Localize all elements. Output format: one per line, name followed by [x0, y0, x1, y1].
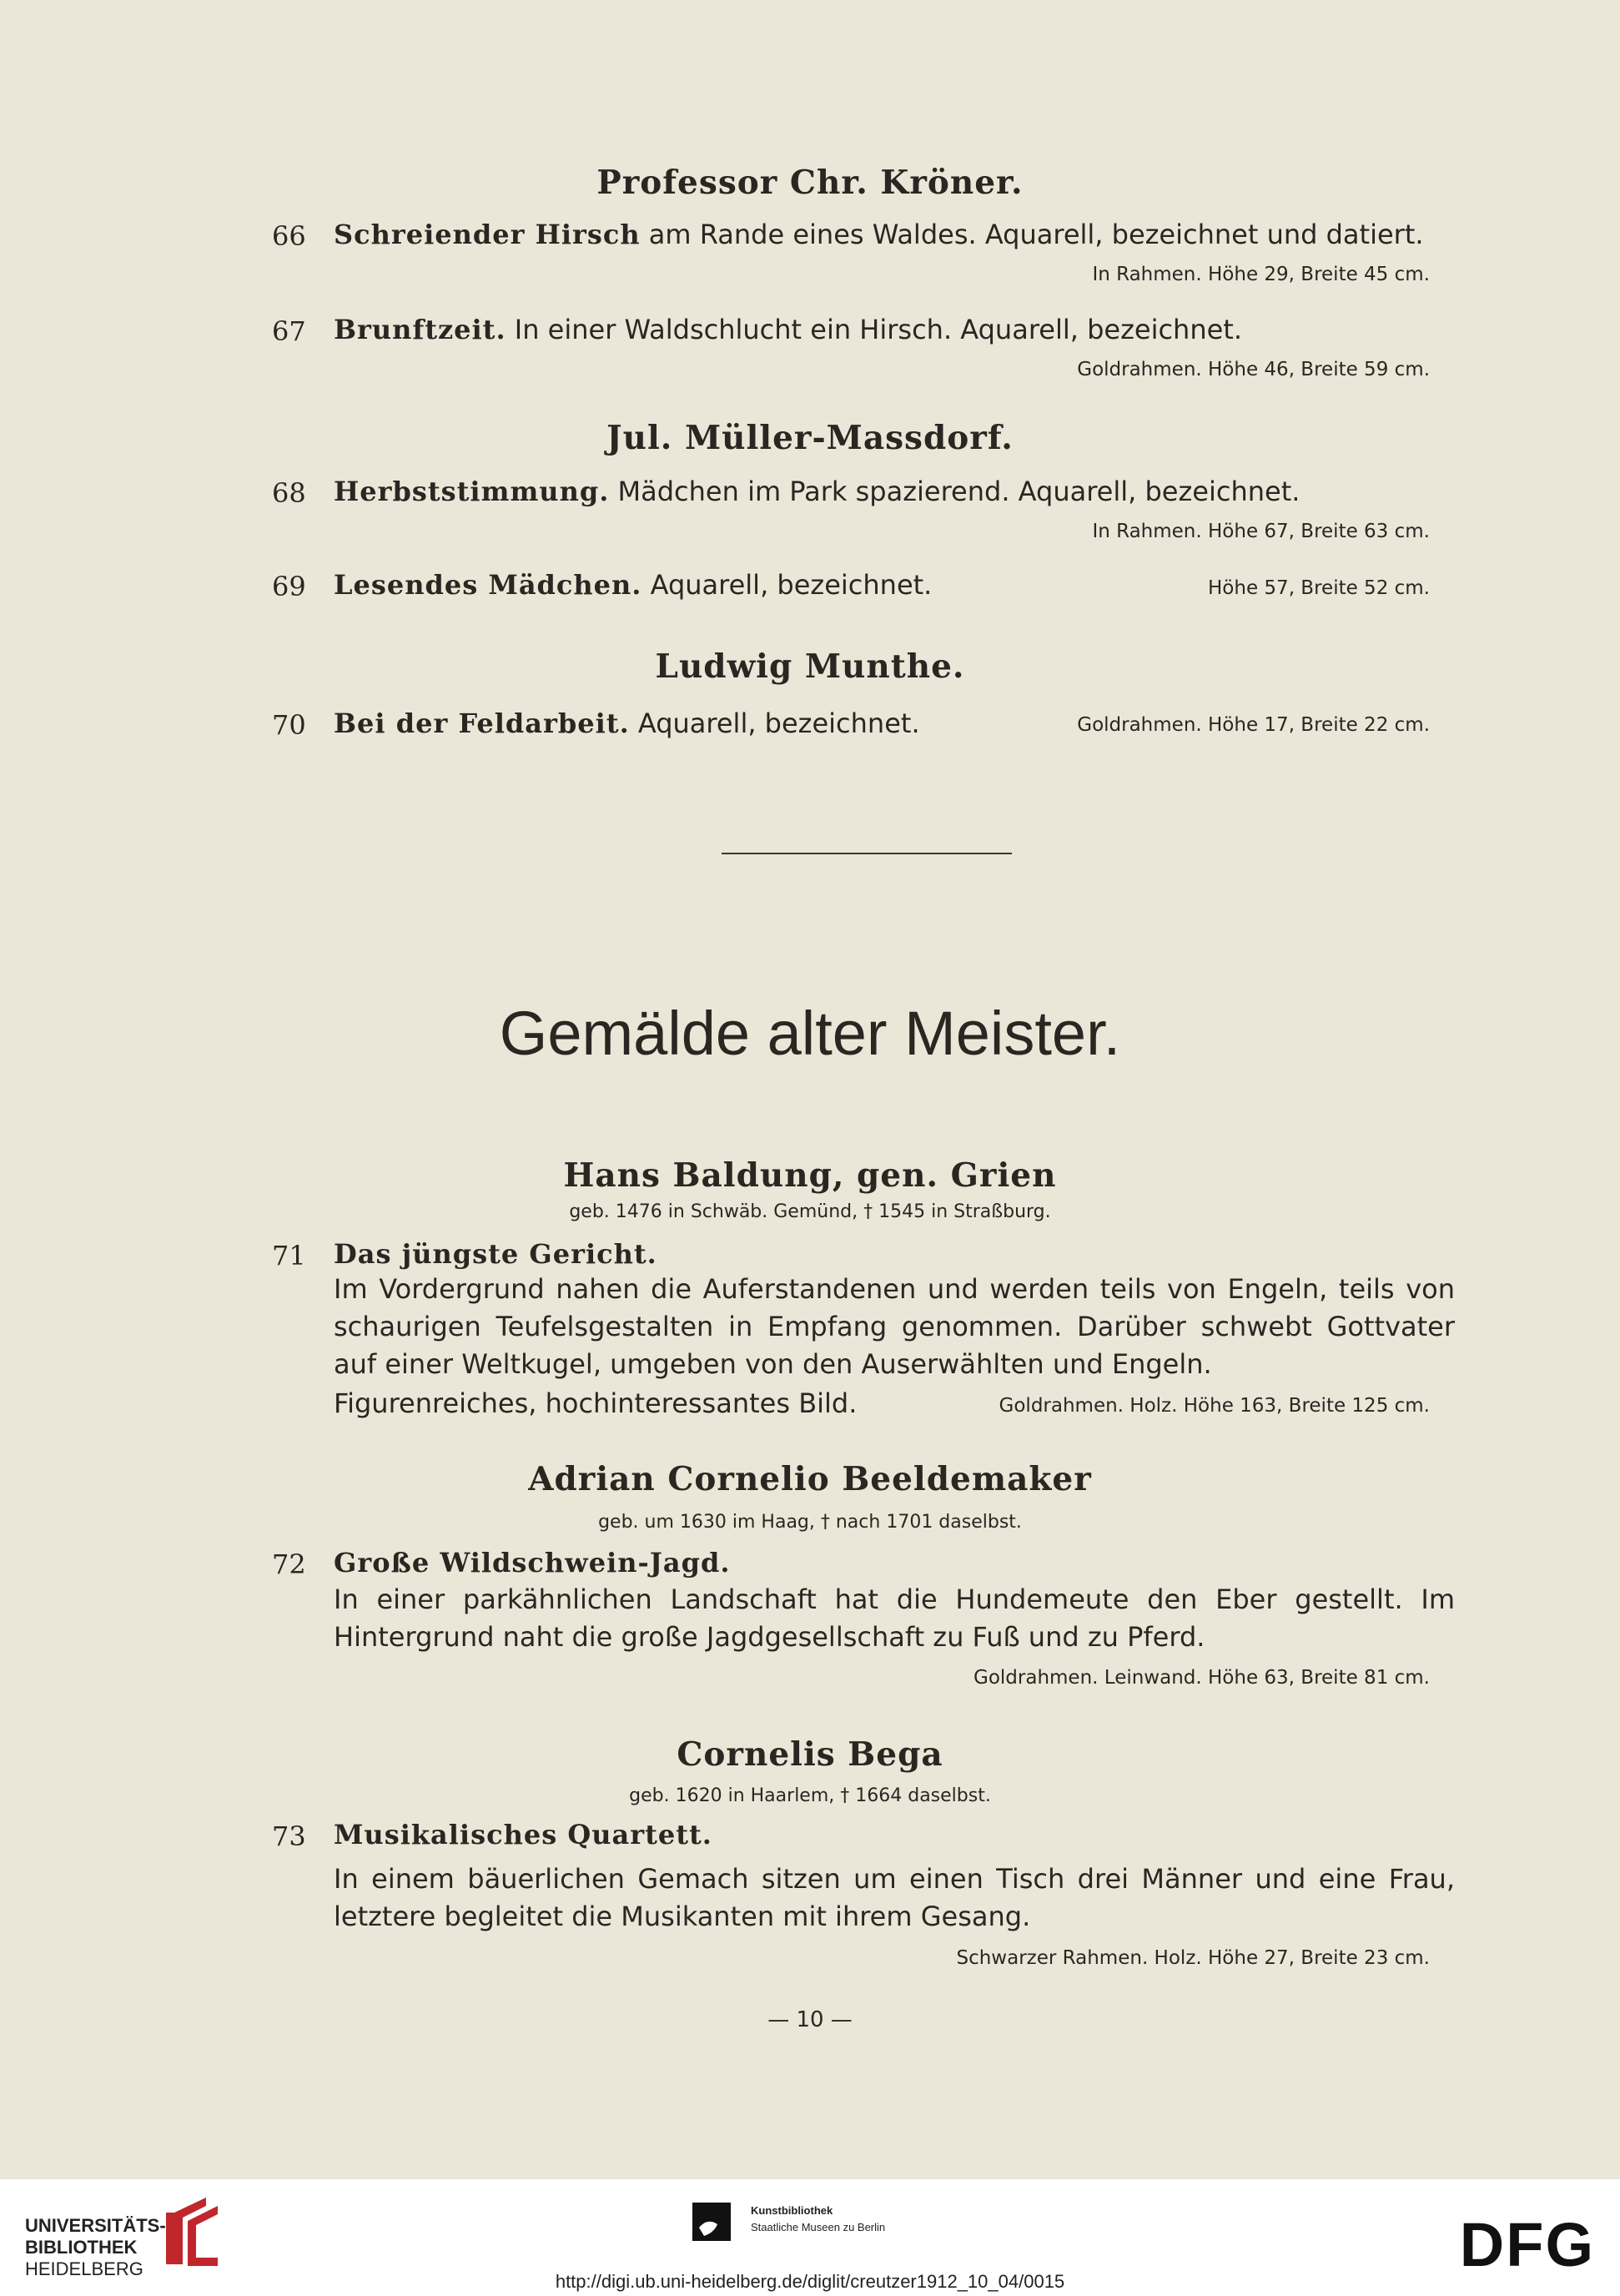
entry-meta-66: In Rahmen. Höhe 29, Breite 45 cm. — [1092, 264, 1430, 285]
entry-text-68: Mädchen im Park spazierend. Aquarell, bezeichnet. — [609, 476, 1301, 507]
artist-heading-beeldemaker: Adrian Cornelio Beeldemaker — [528, 1460, 1092, 1498]
entry-description-last-71: Figurenreiches, hochinteressantes Bild. — [334, 1387, 858, 1419]
entry-text-67: In einer Waldschlucht ein Hirsch. Aquarell, bezeichnet. — [506, 314, 1243, 345]
entry-title-68: Herbststimmung. — [334, 476, 610, 507]
entry-number-73: 73 — [272, 1820, 306, 1852]
permalink-url[interactable]: http://digi.ub.uni-heidelberg.de/diglit/creutzer1912_10_04/0015 — [555, 2271, 1065, 2292]
entry-number-68: 68 — [272, 477, 306, 509]
entry-line-71 — [334, 1238, 657, 1270]
entry-meta-68: In Rahmen. Höhe 67, Breite 63 cm. — [1092, 521, 1430, 542]
page-number: — 10 — — [767, 2007, 853, 2032]
artist-heading-kroener: Professor Chr. Kröner. — [596, 164, 1024, 202]
artist-heading-bega: Cornelis Bega — [677, 1735, 943, 1774]
kb-title: Kunstbibliothek — [751, 2204, 833, 2217]
entry-line-68 — [334, 476, 1300, 507]
ub-heidelberg-logo-icon[interactable] — [163, 2194, 223, 2273]
dfg-logo[interactable]: DFG — [1459, 2210, 1595, 2279]
entry-line-69 — [334, 569, 932, 601]
entry-line-66 — [334, 219, 1424, 250]
artist-heading-baldung: Hans Baldung, gen. Grien — [563, 1156, 1057, 1195]
artist-bio-bega: geb. 1620 in Haarlem, † 1664 daselbst. — [629, 1785, 991, 1806]
entry-line-70 — [334, 707, 920, 739]
entry-meta-73: Schwarzer Rahmen. Holz. Höhe 27, Breite 23 cm. — [956, 1947, 1430, 1969]
entry-title-66: Schreiender Hirsch — [334, 219, 641, 250]
ub-line-3: HEIDELBERG — [25, 2258, 143, 2279]
entry-line-73 — [334, 1819, 712, 1850]
entry-description-72: In einer parkähnlichen Landschaft hat die Hundemeute den Eber gestellt. Im Hintergrund naht die große Jagdgesellschaft zu Fuß und zu Pferd. — [334, 1584, 1455, 1653]
entry-number-66: 66 — [272, 220, 306, 252]
entry-text-66: am Rande eines Waldes. Aquarell, bezeichnet und datiert. — [640, 219, 1424, 250]
entry-title-69: Lesendes Mädchen. — [334, 569, 642, 601]
entry-number-72: 72 — [272, 1548, 306, 1580]
entry-meta-67: Goldrahmen. Höhe 46, Breite 59 cm. — [1077, 359, 1430, 380]
entry-number-71: 71 — [272, 1240, 306, 1271]
ub-line-1: UNIVERSITÄTS- — [25, 2215, 166, 2236]
entry-title-70: Bei der Feldarbeit. — [334, 707, 630, 739]
entry-number-69: 69 — [272, 571, 306, 602]
artist-bio-beeldemaker: geb. um 1630 im Haag, † nach 1701 daselbst. — [598, 1512, 1022, 1533]
entry-number-67: 67 — [272, 315, 306, 347]
entry-title-71: Das jüngste Gericht. — [334, 1238, 657, 1270]
entry-text-69: Aquarell, bezeichnet. — [641, 569, 933, 601]
artist-heading-munthe: Ludwig Munthe. — [655, 647, 965, 686]
kb-subtitle: Staatliche Museen zu Berlin — [751, 2221, 886, 2233]
entry-meta-69: Höhe 57, Breite 52 cm. — [1208, 577, 1430, 599]
entry-title-72: Große Wildschwein-Jagd. — [334, 1547, 731, 1578]
entry-meta-70: Goldrahmen. Höhe 17, Breite 22 cm. — [1077, 714, 1430, 736]
section-divider-rule — [722, 853, 1012, 854]
entry-description-73: In einem bäuerlichen Gemach sitzen um einen Tisch drei Männer und eine Frau, letztere begleitet die Musikanten mit ihrem Gesang. — [334, 1863, 1455, 1932]
artist-bio-baldung: geb. 1476 in Schwäb. Gemünd, † 1545 in Straßburg. — [569, 1201, 1051, 1222]
kunstbibliothek-wordmark[interactable] — [751, 2203, 885, 2236]
section-heading: Gemälde alter Meister. — [499, 999, 1121, 1068]
artist-heading-mueller: Jul. Müller-Massdorf. — [606, 419, 1014, 457]
entry-meta-71: Goldrahmen. Holz. Höhe 163, Breite 125 cm. — [999, 1395, 1430, 1417]
entry-line-72 — [334, 1547, 731, 1578]
entry-line-67 — [334, 314, 1242, 345]
entry-title-73: Musikalisches Quartett. — [334, 1819, 712, 1850]
ub-line-2: BIBLIOTHEK — [25, 2237, 138, 2258]
entry-text-70: Aquarell, bezeichnet. — [629, 707, 920, 739]
entry-number-70: 70 — [272, 709, 306, 741]
kunstbibliothek-logo-icon[interactable] — [692, 2203, 731, 2241]
entry-title-67: Brunftzeit. — [334, 314, 506, 345]
entry-meta-72: Goldrahmen. Leinwand. Höhe 63, Breite 81 cm. — [974, 1667, 1430, 1689]
entry-description-71: Im Vordergrund nahen die Auferstandenen und werden teils von Engeln, teils von schaurigen Teufelsgestalten in Empfang genommen. Darüber schwebt Gottvater auf einer Weltkugel, umgeben von den Auserwählten und Engeln. — [334, 1273, 1455, 1380]
